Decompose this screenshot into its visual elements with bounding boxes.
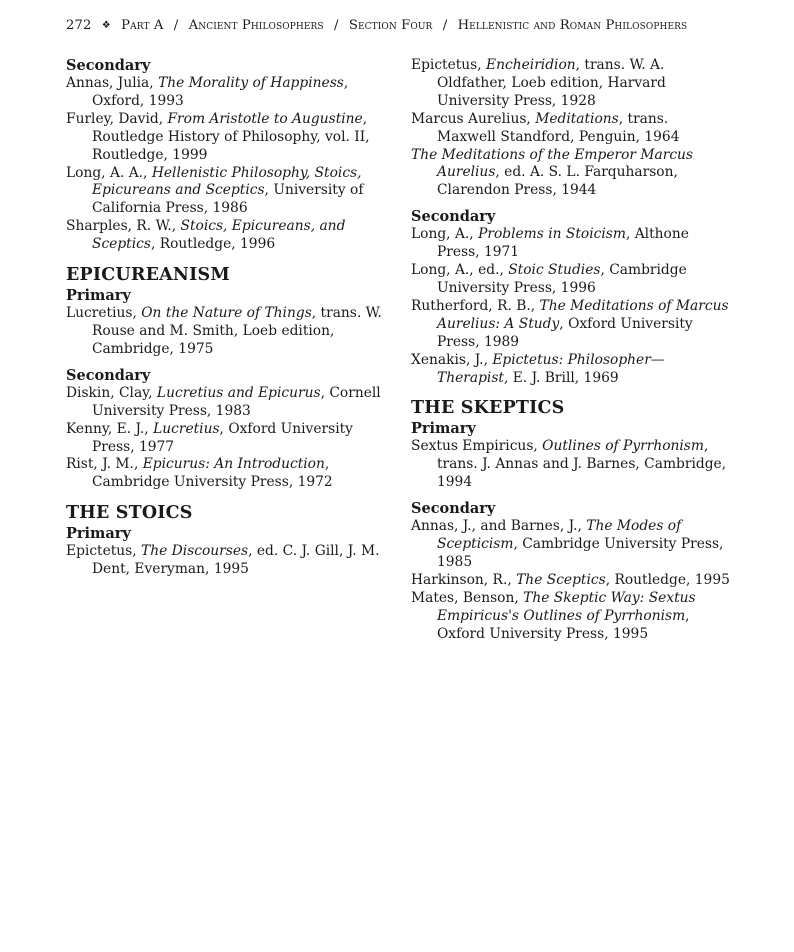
entry-text: , Oxford, 1993: [92, 75, 349, 109]
entry-title: Lucretius: [153, 420, 220, 437]
entry-title: Outlines of Pyrrhonism: [542, 438, 704, 455]
entry-title: Problems in Stoicism: [478, 226, 626, 243]
bibliography-entry: [66, 218, 396, 254]
header-section: Section Four: [348, 18, 433, 33]
bibliography-entry: [411, 262, 731, 298]
bibliography-entry: [66, 305, 396, 359]
entry-text: , Cambridge University Press, 1972: [92, 456, 333, 491]
bibliography-entry: [66, 111, 396, 165]
entry-text: Harkinson, R.,: [411, 571, 517, 588]
bibliography-entry: [411, 147, 731, 201]
header-separator: /: [333, 18, 339, 33]
bibliography-entry: [66, 543, 396, 579]
entry-text: Kenny, E. J.,: [66, 420, 154, 437]
subsection-heading: Secondary: [66, 366, 151, 384]
bibliography-entry: [66, 421, 396, 457]
entry-text: Rutherford, R. B.,: [411, 297, 540, 314]
right-column: [411, 57, 731, 643]
entry-title: On the Nature of Things: [141, 305, 312, 322]
entry-text: Rist, J. M.,: [66, 456, 143, 473]
entry-text: Long, A.,: [411, 226, 479, 243]
entry-title: Epictetus: Philosopher—Therapist: [437, 351, 665, 386]
entry-text: , Routledge, 1996: [150, 236, 276, 253]
entry-text: , Cornell University Press, 1983: [92, 384, 381, 419]
subsection-heading: Primary: [411, 420, 476, 438]
header-separator: /: [442, 18, 448, 33]
entry-title: The Modes of Scepticism: [437, 518, 682, 553]
section-heading: THE STOICS: [66, 503, 193, 524]
bibliography-entry: [411, 226, 731, 262]
entry-text: Long, A., ed.,: [411, 262, 509, 279]
entry-text: Annas, Julia,: [66, 75, 159, 91]
entry-title: Lucretius and Epicurus: [156, 384, 321, 401]
bibliography-entry: [411, 590, 731, 644]
entry-text: , ed. A. S. L. Farquharson, Clarendon Press, 1944: [437, 164, 678, 199]
header-separator: /: [173, 18, 179, 33]
page-number: 272: [66, 18, 92, 33]
entry-title: The Skeptic Way: Sextus Empiricus's Outlines of Pyrrhonism: [437, 589, 696, 624]
subsection-heading: Primary: [66, 525, 131, 543]
entry-text: , Routledge, 1995: [605, 571, 730, 588]
entry-text: Epictetus,: [411, 57, 487, 73]
entry-text: , University of California Press, 1986: [92, 182, 364, 217]
entry-text: , ed. C. J. Gill, J. M. Dent, Everyman, 1995: [92, 543, 380, 578]
entry-text: , Oxford University Press, 1977: [92, 420, 353, 455]
entry-text: Annas, J., and Barnes, J.,: [411, 518, 587, 535]
entry-title: Epicurus: An Introduction: [142, 456, 325, 473]
header-part: Ancient Philosophers: [188, 18, 324, 33]
bibliography-entry: [411, 438, 731, 492]
entry-text: , trans. Maxwell Standford, Penguin, 1964: [437, 110, 680, 145]
header-part: Part A: [121, 18, 164, 33]
entry-title: From Aristotle to Augustine: [167, 110, 363, 127]
entry-title: The Meditations of Marcus Aurelius: A Study: [437, 297, 729, 332]
entry-text: Mates, Benson,: [411, 589, 524, 606]
bibliography-entry: [66, 456, 396, 492]
entry-text: , trans. W. Rouse and M. Smith, Loeb edition, Cambridge, 1975: [92, 305, 382, 357]
entry-title: The Discourses: [141, 543, 249, 560]
entry-text: Diskin, Clay,: [66, 384, 157, 401]
entry-text: , E. J. Brill, 1969: [503, 369, 619, 386]
entry-text: Epictetus,: [66, 543, 142, 560]
entry-title: The Meditations of the Emperor Marcus Aurelius: [411, 146, 694, 181]
bibliography-entry: [411, 352, 731, 388]
subsection-heading: Secondary: [66, 57, 151, 74]
entry-text: Marcus Aurelius,: [411, 110, 536, 127]
subsection-heading: Secondary: [411, 500, 496, 518]
entry-title: The Sceptics: [516, 571, 606, 588]
entry-text: , Oxford University Press, 1995: [437, 607, 690, 642]
subsection-heading: Primary: [66, 287, 131, 305]
diamond-icon: ❖: [101, 20, 111, 31]
entry-text: Lucretius,: [66, 305, 142, 322]
running-head: [66, 18, 687, 33]
entry-text: Xenakis, J.,: [411, 351, 493, 368]
bibliography-entry: [411, 298, 731, 352]
bibliography-entry: [411, 518, 731, 572]
subsection-heading: Secondary: [411, 208, 496, 226]
bibliography-entry: [66, 75, 396, 111]
entry-text: Sharples, R. W.,: [66, 218, 181, 235]
entry-text: , Routledge History of Philosophy, vol. II, Routledge, 1999: [92, 110, 370, 163]
entry-text: Sextus Empiricus,: [411, 438, 543, 455]
entry-title: Stoic Studies: [508, 262, 601, 279]
entry-text: Furley, David,: [66, 110, 168, 127]
entry-text: , trans. J. Annas and J. Barnes, Cambridge, 1994: [437, 438, 727, 491]
bibliography-entry: [66, 165, 396, 219]
section-heading: THE SKEPTICS: [411, 398, 565, 419]
entry-text: , Althone Press, 1971: [437, 226, 689, 261]
section-heading: EPICUREANISM: [66, 265, 230, 286]
entry-title: Meditations: [535, 110, 619, 127]
entry-text: , Oxford University Press, 1989: [437, 315, 693, 350]
entry-title: Hellenistic Philosophy, Stoics, Epicureans and Sceptics: [92, 164, 362, 199]
bibliography-entry: [66, 385, 396, 421]
bibliography-entry: [411, 111, 731, 147]
entry-title: The Morality of Happiness: [158, 75, 344, 91]
entry-text: , trans. W. A. Oldfather, Loeb edition, Harvard University Press, 1928: [437, 57, 666, 109]
entry-title: Encheiridion: [486, 57, 576, 73]
header-section-title: Hellenistic and Roman Philosophers: [457, 18, 688, 33]
entry-title: Stoics, Epicureans, and Sceptics: [92, 218, 346, 253]
left-column: [66, 57, 396, 579]
bibliography-entry: [411, 57, 731, 111]
bibliography-entry: [411, 572, 731, 590]
entry-text: , Cambridge University Press, 1985: [437, 536, 724, 570]
entry-text: , Cambridge University Press, 1996: [437, 262, 687, 296]
entry-text: Long, A. A.,: [66, 164, 152, 181]
